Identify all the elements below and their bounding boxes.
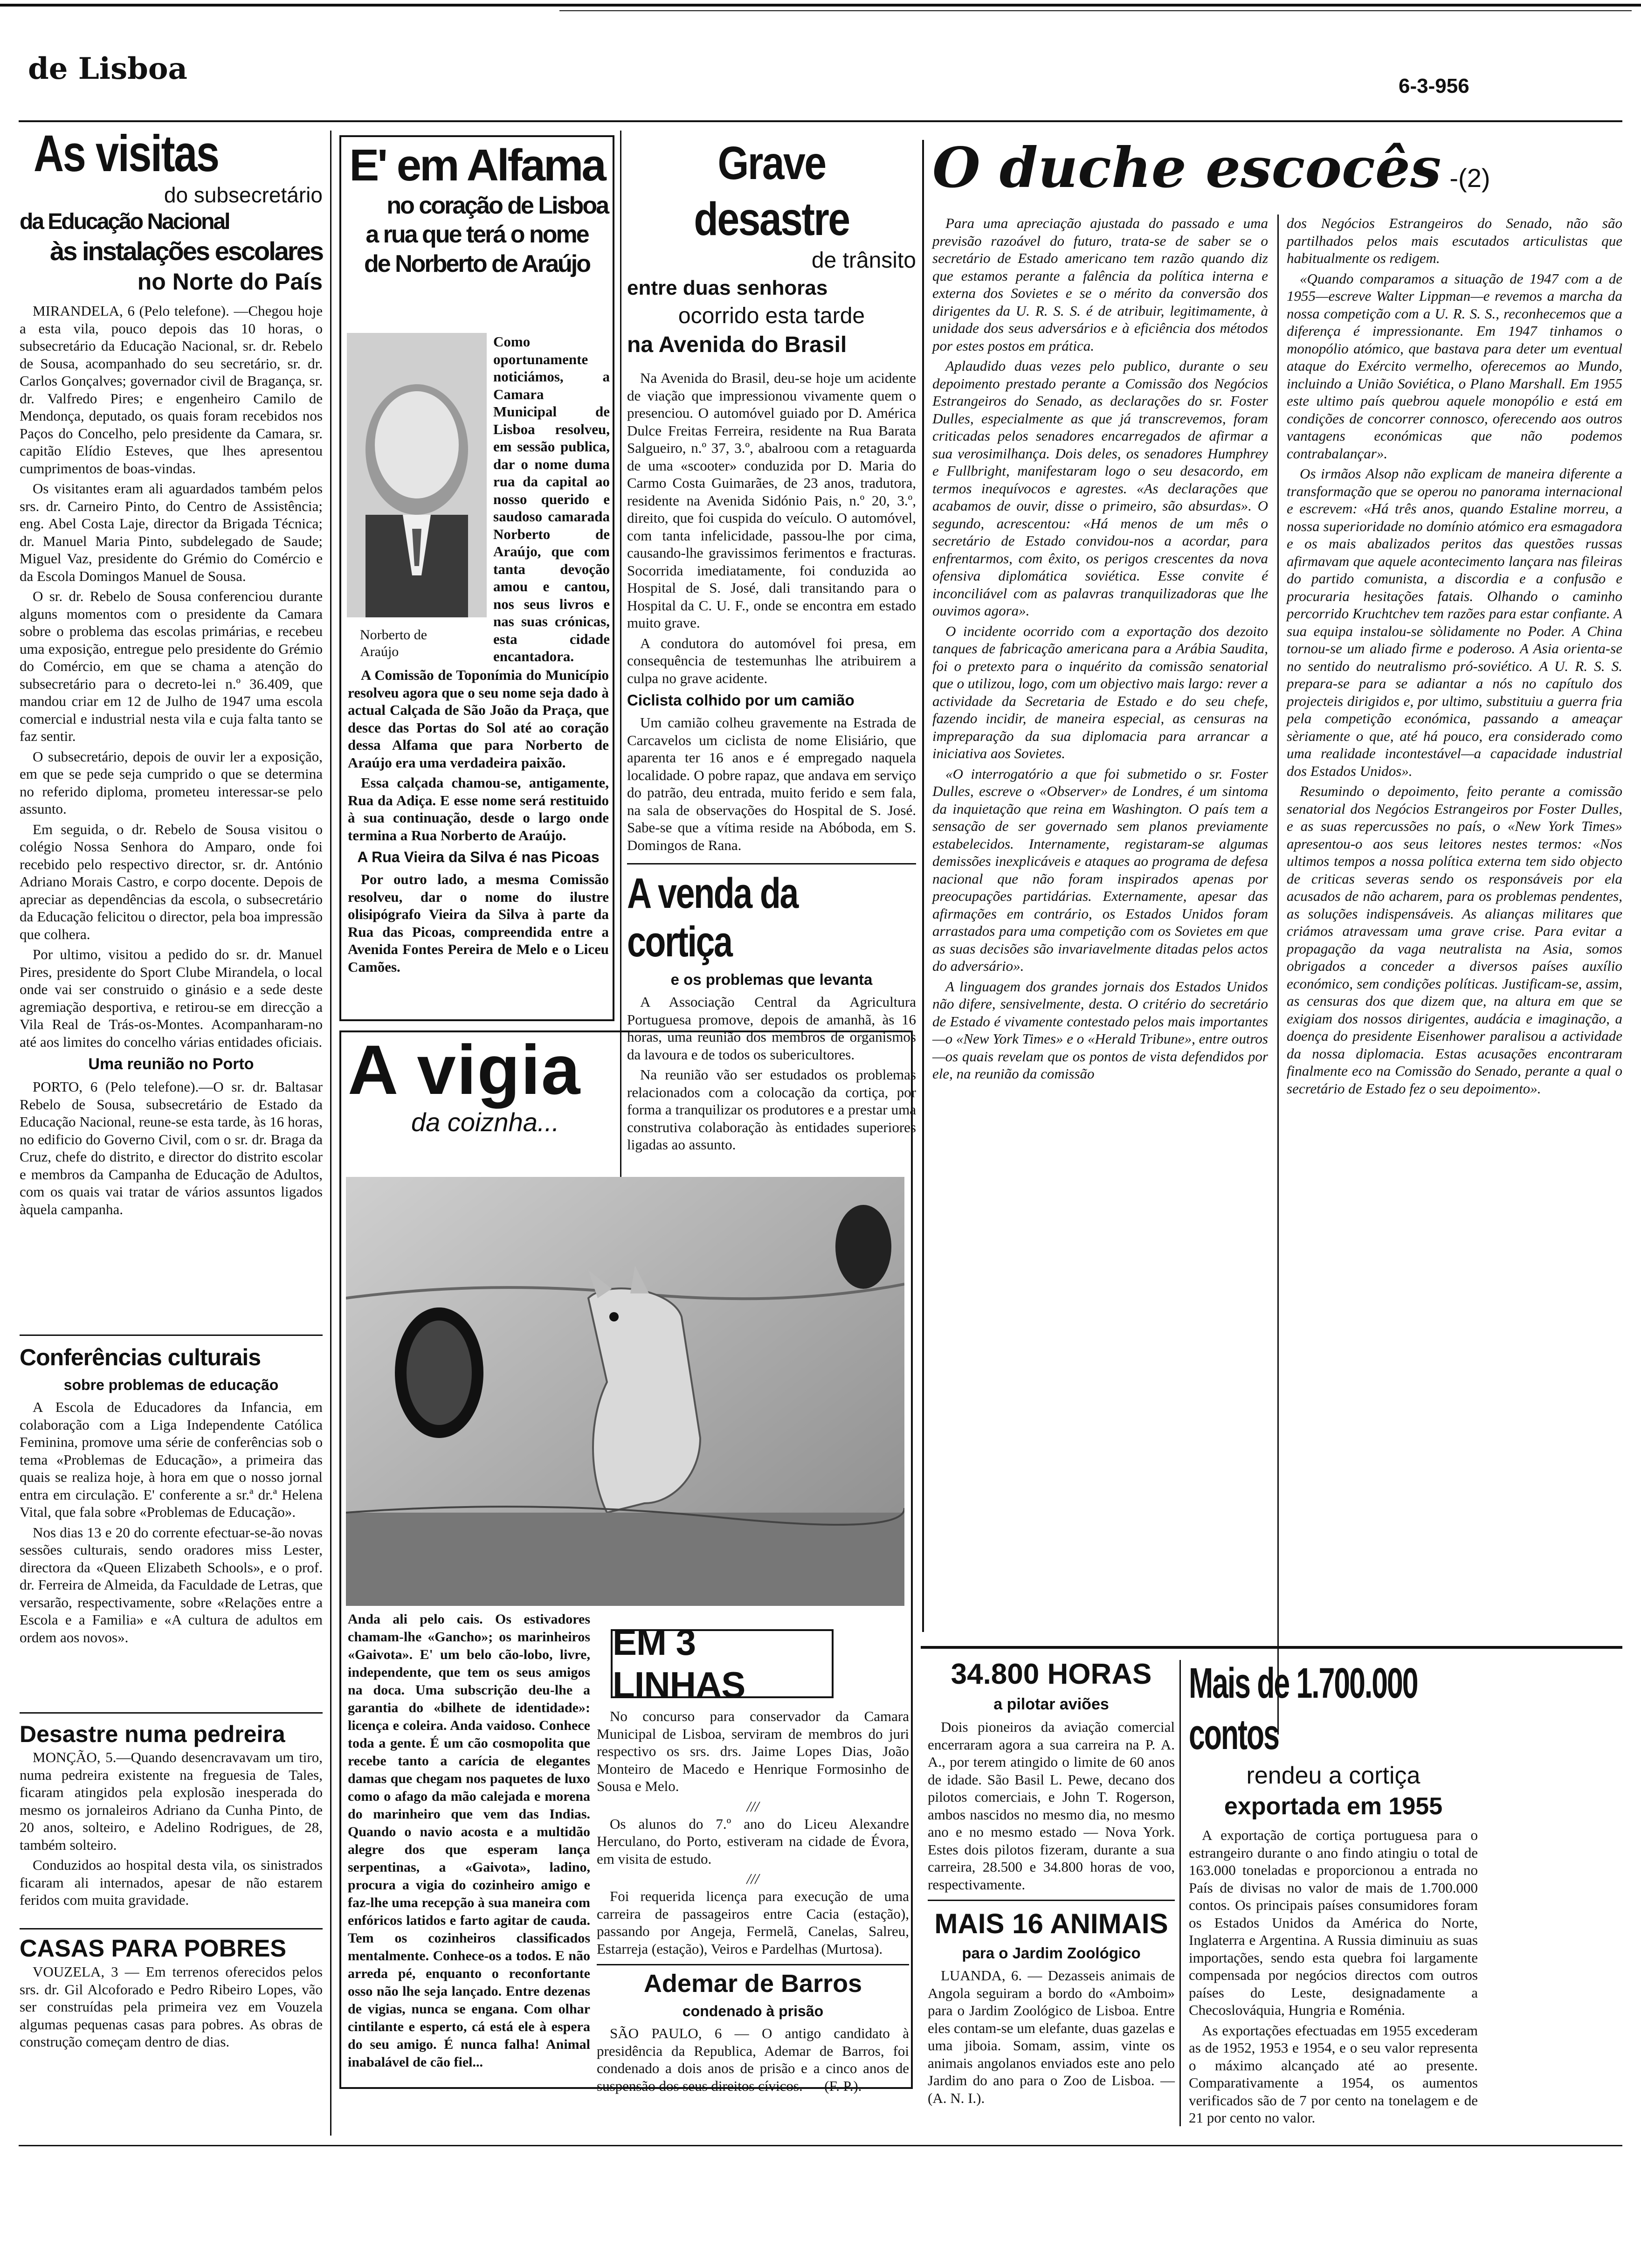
headline: As visitas [34,125,219,182]
header-rule [19,120,1622,122]
duche-column-b [1287,214,1622,1100]
paragraph: «Quando comparamos a situação de 1947 com a de 1955—escreve Walter Lippman—e revemos a marcha da nossa competição com a U. R. S. S., reconhecemos que a diferença é impressionante. Em 1947 tinhamos o monopólio atómico, que bastava para deter um eventual ataque do Exército vermelho, oferecemos ao Mundo, incluindo a União Soviética, o Plano Marshall. Em 1955 este ultimo país quebrou aquele monopólio e está em condições de concorrer connosco, oferecendo aos outros vantagens económicas que não podemos contrabalançar». [1287,270,1622,462]
paragraph: «O interrogatório a que foi submetido o sr. Foster Dulles, escreve o «Observer» de Londres, é um sintoma da inquietação que reina em Washington. O país tem a sensação de ser governado sem planos previamente estabelecidos. Internamente, registaram-se algumas demissões inexplicáveis e ataques ao programa de defesa nacional que não foram inspirados apenas por preocupações partidárias. Externamente, apesar das afirmações em contrário, os Estados Unidos foram arrastados para uma competição com os Sovietes em que as suas decisões são invariavelmente ditadas pelos actos do adversário». [932,765,1268,974]
article-divider [20,1335,323,1336]
article-divider [20,1712,323,1714]
article-grave-desastre [627,135,916,1156]
article-visitas [20,126,323,1221]
paragraph: MONÇÃO, 5.—Quando desencravavam um tiro, numa pedreira existente na freguesia de Tales, ficaram atingidos pela explosão inesperada do mesmo os jornaleiros Adriano da Cunha Pinto, de 20 anos, solteiro, e Adelino Rodrigues, de 28, também solteiro. [20,1749,323,1853]
article-em3linhas [597,1611,909,2097]
top-rule-thin [559,10,1632,11]
subheadline-2: entre duas senhoras [627,277,828,299]
paragraph: Nos dias 13 e 20 do corrente efectuar-se-ão novas sessões culturais, sendo oradores miss Lester, directora da «Queen Elizabeth Schools», e o prof. dr. Ferreira de Almeida, da Faculdade de Letras, que versarão, respectivamente, sobre «Relações entre a Escola e a Familia» e «A cultura de adultos em ordem aos novos». [20,1524,323,1646]
headline: Ademar de Barros [643,1970,862,1998]
portrait-illustration [347,333,487,617]
masthead: de Lisboa [28,51,187,86]
separator: /// [746,1798,759,1815]
paragraph: Por outro lado, a mesma Comissão resolveu, dar o nome do ilustre olisipógrafo Vieira da Silva à parte da Rua das Picoas, compreendida entre a Avenida Fontes Pereira de Melo e o Liceu Camões. [348,871,609,975]
paragraph: A condutora do automóvel foi presa, em consequência de testemunhas lhe atribuirem a culpa no grave acidente. [627,635,916,686]
subheadline-2: a rua que terá o nome [365,221,588,248]
paragraph: O sr. dr. Rebelo de Sousa conferenciou durante alguns momentos com o presidente da Camara sobre o problema das escolas primárias, e recebeu uma exposição, entregue pelo presidente do Grémio do Comércio, em que se chama a atenção do subsecretário para o decreto-lei n.º 36.409, que mandou criar em 12 de Julho de 1947 uma escola comercial e industrial nesta vila e cuja falta tanto se faz sentir. [20,588,323,744]
subheadline-3: ocorrido esta tarde [678,304,865,328]
headline: CASAS PARA POBRES [20,1935,287,1962]
paragraph: A Escola de Educadores da Infancia, em colaboração com a Liga Independente Católica Feminina, promove uma série de conferências sob o tema «Problemas de Educação», a primeira das quais se realiza hoje, à hora em que o nosso jornal entra em circulação. E' conferente a sr.ª dr.ª Helena Vital, que fala sobre «Problemas de Educação». [20,1399,323,1520]
paragraph: No concurso para conservador da Camara Municipal de Lisboa, serviram de membros do juri respectivo os srs. drs. Jaime Lopes Dias, João Monteiro de Macedo e Henrique Formosinho de Sousa e Melo. [597,1708,909,1794]
subhead: A Rua Vieira da Silva é nas Picoas [357,849,600,865]
subheadline: e os problemas que levanta [670,971,873,988]
alfama-body [348,666,609,978]
duche-column-rule [1277,214,1279,1735]
vigia-body [348,1611,590,2074]
column-rule-4 [1179,1660,1181,2126]
headline: MAIS 16 ANIMAIS [934,1908,1168,1939]
paragraph: Conduzidos ao hospital desta vila, os sinistrados ficaram ali internados, apesar de não estarem feridos com muita gravidade. [20,1857,323,1908]
paragraph: Dois pioneiros da aviação comercial encerraram agora a sua carreira na P. A. A., por terem atingido o limite de 60 anos de idade. São Basil L. Pewe, decano dos pilotos comerciais, e John T. Rogerson, ambos nascidos no mesmo dia, no mesmo ano e no mesmo estado — Nova York. Estes dois pilotos fizeram, durante a sua carreira, 28.500 e 34.800 horas de voo, respectivamente. [928,1719,1175,1893]
headline-row [932,135,1622,200]
article-duche [932,135,1622,1097]
subheadline: para o Jardim Zoológico [962,1944,1141,1962]
paragraph: A exportação de cortiça portuguesa para o estrangeiro durante o ano findo atingiu o total de 163.000 toneladas e proporcionou a entrada no País de divisas no valor de mais de 1.700.000 contos. Os principais países consumidores foram os Estados Unidos da América do Norte, Inglaterra e Argentina. A Russia diminuiu as suas importações, sendo esta quebra foi largamente compensada por negócios directos com outros países do Leste, designadamente a Checoslováquia, Hungria e Roménia. [1189,1827,1478,2018]
headline: E' em Alfama [349,140,605,190]
paragraph: A Associação Central da Agricultura Portuguesa promove, depois de amanhã, às 16 horas, uma reunião dos membros de organismos da lavoura e de todos os subericultores. [627,994,916,1063]
article-conferencias [20,1343,323,1649]
paragraph: Foi requerida licença para execução de uma carreira de passageiros entre Cacia (estação), passando por Angeja, Fermelã, Canelas, Salreu, Estarreja (estação), Veiros e Pardelhas (Murtosa). [597,1888,909,1957]
article-divider [20,1928,323,1929]
paragraph: O subsecretário, depois de ouvir ler a exposição, em que se pede seja cumprido o que se determina no referido diploma, prometeu interessar-se pelo assunto. [20,748,323,817]
headline: O duche escocês [932,135,1441,200]
subheadline-2: exportada em 1955 [1224,1793,1443,1820]
duche-column-a [932,214,1268,1086]
paragraph: Os irmãos Alsop não explicam de maneira diferente a transformação que se operou no panorama internacional e escrevem: «Há três anos, quando Estaline morreu, a nossa superioridade no domínio atómico era esmagadora e os mais abalizados peritos das questões russas afirmavam que aquele acontecimento lançara nas fileiras do partido comunista, a discordia e a confusão e procuraria hesitações fatais. Olhando o caminho percorrido Kruchtchev tem razões para estar confiante. A sua equipa instalou-se sòlidamente no Poder. A China tornou-se um aliado firme e poderoso. A Asia orienta-se no sentido do neutralismo pró-soviético. A U. R. S. S. prepara-se para se adiantar a nós no capítulo dos projecteis dirigidos e, por ultimo, substituiu a guerra fria pela competição económica, passando a ameaçar sèriamente o que, até há pouco, era considerado como uma realidade incontestável—a capacidade industrial dos Estados Unidos». [1287,465,1622,779]
bottom-rule [19,2145,1622,2146]
subheadline-1: de trânsito [811,248,916,273]
subheadline-2: da Educação Nacional [20,209,229,234]
paragraph: Por ultimo, visitou a pedido do sr. dr. Manuel Pires, presidente do Sport Clube Mirandela, o local onde vai ser construido o ginásio e a sede deste agremiação desportiva, e retirou-se em direcção a Vila Real de Trás-os-Montes. Acompanharam-no até aos limites do concelho várias entidades oficiais. [20,946,323,1050]
em3-title-box [611,1622,834,1705]
headline: 34.800 HORAS [951,1658,1152,1690]
headline: Grave desastre [694,137,849,245]
paragraph: Para uma apreciação ajustada do passado e uma previsão razoável do futuro, trata-se de saber se o secretário de Estado americano tem razão quando diz que estamos perante a falência da política interna e externa dos Sovietes e se o mérito da conversão dos dirigentes da U. R. S. S. é de atribuir, legitimamente, à unidade dos seus adversários e à eficiência dos métodos por estes postos em prática. [932,215,1268,354]
paragraph: MIRANDELA, 6 (Pelo telefone). —Chegou hoje a esta vila, pouco depois das 10 horas, o subsecretário da Educação Nacional, sr. dr. Rebelo de Sousa, acompanhado do seu secretário, sr. dr. Carlos Gonçalves; governador civil de Bragança, sr. dr. Valfredo Pires; e engenheiro Camilo de Mendonça, deputado, os quais foram recebidos nos Paços do Concelho, pelo presidente da Camara, sr. capitão Elídio Esteves, que lhes apresentou cumprimentos de boas-vindas. [20,303,323,477]
article-vigia-box [339,1030,913,2094]
paragraph: A Comissão de Toponímia do Município resolveu agora que o seu nome seja dado à actual Calçada de São João da Praça, que desce das Portas do Sol até ao coração dessa Alfama que para Norberto de Araújo era uma verdadeira paixão. [348,667,609,771]
subheadline-4: na Avenida do Brasil [627,332,847,357]
paragraph: Anda ali pelo cais. Os estivadores chamam-lhe «Gancho»; os marinheiros «Gaivota». E' um belo cão-lobo, livre, independente, que tem os seus amigos na doca. Uma subscrição deu-lhe a garantia do «bilhete de identidade»: licença e coleira. Anda vaidoso. Conhece toda a gente. É um cão cosmopolita que recebe tanto a carícia de elegantes damas que chegam nos paquetes de luxo como o afago da mão calejada e morena do marinheiro que vem das Indias. Quando o navio acosta e a multidão alegre dos que esperam lança serpentinas, a «Gaivota», ladino, procura a vigia do cozinheiro amigo e faz-lhe uma recepção à sua maneira com enfóricos latidos e farto agitar de cauda. Tem os cozinheiros classificados mentalmente. Conhece-os a todos. E não arreda pé, enquanto o reconfortante osso não lhe seja lançado. Entre dezenas de vigias, nunca se engana. Com olhar cintilante e esperto, cá está ele à espera do seu amigo. É nunca falha! Animal inabalável de cão fiel... [348,1611,590,2070]
subhead: Uma reunião no Porto [88,1055,254,1073]
headline: Conferências culturais [20,1344,261,1370]
headline-part: -(2) [1449,163,1490,193]
article-alfama-box [339,135,614,1021]
column-rule-1 [330,131,331,2136]
article-contos [1189,1658,1622,2130]
subheadline: a pilotar aviões [993,1695,1109,1713]
paragraph: Os alunos do 7.º ano do Liceu Alexandre Herculano, do Porto, estiveram na cidade de Évora, em visita de estudo. [597,1815,909,1867]
paragraph: PORTO, 6 (Pelo telefone).—O sr. dr. Baltasar Rebelo de Sousa, subsecretário de Estado da Educação Nacional, reune-se esta tarde, às 16 horas, no edificio do Governo Civil, com o sr. dr. Braga da Cruz, chefe do distrito, e director do distrito escolar e membros da Campanha de Educação de Adultos, com os quais vai tratar de vários assuntos ligados àquela campanha. [20,1079,323,1217]
paragraph: Em seguida, o dr. Rebelo de Sousa visitou o colégio Nossa Senhora do Amparo, onde foi recebido pelo respectivo director, sr. dr. António Adriano Morais Castro, e corpo docente. Depois de apreciar as dependências da escola, o subsecretário da Educação felicitou o director, pela boa impressão que colhera. [20,821,323,942]
subheadline-1: do subsecretário [164,183,323,207]
article-divider [627,863,916,864]
headline: Mais de 1.700.000 contos [1189,1660,1418,1758]
paragraph: Essa calçada chamou-se, antigamente, Rua da Adiça. E esse nome será restituido à sua continuação, desde o largo onde termina a Rua Norberto de Araújo. [348,774,609,844]
headline: A venda da cortiça [627,870,798,966]
section-divider [921,1646,1622,1649]
subheadline-3: de Norberto de Araújo [364,250,590,277]
subheadline: sobre problemas de educação [63,1376,279,1393]
top-rule [0,4,1641,7]
subhead: Ciclista colhido por um camião [627,691,855,709]
paragraph: VOUZELA, 3 — Em terrenos oferecidos pelos srs. dr. Gil Alcoforado e Pedro Ribeiro Lopes, vão ser construídas pela primeira vez em Vouzela algumas pequenas casas para pobres. As obras de construção começam dentro de dias. [20,1964,323,2050]
article-divider [928,1900,1175,1901]
paragraph: dos Negócios Estrangeiros do Senado, não são partilhados pelos mais escutados articulistas que habitualmente os redigem. [1287,215,1622,266]
portrait-caption: Norberto de Araújo [360,627,427,659]
portrait-photo [347,333,487,617]
headline: Desastre numa pedreira [20,1721,285,1747]
article-pedreira [20,1720,323,1912]
issue-date: 6-3-956 [1399,75,1469,97]
article-casas [20,1934,323,2054]
paragraph: LUANDA, 6. — Dezasseis animais de Angola seguiram a bordo do «Amboim» para o Jardim Zoológico de Lisboa. Entre eles contam-se um elefante, duas gazelas e uma jiboia. Somam, assim, vinte os animais angolanos enviados este ano pelo Jardim do ano para o Zoo de Lisboa. — (A. N. I.). [928,1967,1175,2106]
subheadline-1: no coração de Lisboa [386,192,608,219]
subheadline-3: às instalações escolares [50,236,323,266]
paragraph: A linguagem dos grandes jornais dos Estados Unidos não difere, sensivelmente, desta. O critério do secretário de Estado é vivamente contestado pelos mais importantes—o «New York Times» e o «Herald Tribune», entre outros—os quais revelam que os pontos de vista defendidos por ele, na reunião da comissão [932,978,1268,1082]
article-horas [928,1658,1175,2109]
paragraph: SÃO PAULO, 6 — O antigo candidato à presidência da Republica, Ademar de Barros, foi condenado a dois anos de prisão e a cinco anos de suspensão dos seus direitos cívicos. — (F. P.). [597,2025,909,2094]
paragraph: Resumindo o depoimento, feito perante a comissão senatorial dos Negócios Estrangeiros por Foster Dulles, e as suas repercussões no país, o «New York Times» apresentou-o aos seus leitores nestes termos: «Nos ultimos tempos a nossa política externa tem sido objecto de criticas severas sendo os responsáveis por ela acusados de não acharem, para os problemas pendentes, as soluções indispensáveis. As alianças militares que criámos atravessam uma grave crise. Para evitar a propagação da vaga neutralista na Asia, somos obrigados a conceder a diversos países auxílio económico, sem condições políticas. Justificam-se, assim, as censuras dos que dizem que, na altura em que se exigiam dos nossos dirigentes, audácia e imaginação, a doença do presidente Eisenhower paralisou a actividade da nossa diplomacia. Estas acusações encontraram finalmente eco na Comissão do Senado, perante a qual o secretário de Estado fez o seu depoimento». [1287,783,1622,1097]
subheadline: da coiznha... [411,1107,559,1137]
headline: A vigia [348,1030,581,1109]
dog-photo [346,1177,904,1606]
paragraph: Aplaudido duas vezes pelo publico, durante o seu depoimento prestado perante a Comissão dos Negócios Estrangeiros do Senado, as declarações do sr. Foster Dulles, especialmente as que já transcrevemos, foram criticadas pelos senadores encarregados de afirmar a sua verosimilhança. Dois deles, os senadores Humphrey e Fullbright, manifestaram logo o seu desacordo, em termos inequívocos e agrestes. «As declarações que acabamos de ouvir, disse o primeiro, são absurdas». O segundo, acrescentou: «Há menos de um mês o secretário de Estado convidou-nos a acordar, para enfrentarmos, com êxito, os perigos crescentes da nova ofensiva diplomática soviética. Esse convite é inconciliável com as palavras tranquilizadoras que lhe ouvimos agora». [932,358,1268,619]
paragraph: As exportações efectuadas em 1955 excederam as de 1952, 1953 e 1954, e o seu valor representa o máximo alcançado até ao presente. Comparativamente a 1954, os aumentos verificados são de 7 por cento na tonelagem e de 21 por cento no valor. [1189,2022,1478,2126]
paragraph: Na Avenida do Brasil, deu-se hoje um acidente de viação que impressionou vivamente quem o presenciou. O automóvel guiado por D. América Dulce Freitas Ferreira, residente na Rua Barata Salgueiro, n.º 37, 3.º, abalroou com a retaguarda de uma «scooter» conduzida por D. Maria do Carmo Costa Guimarães, de 23 anos, tradutora, residente na Avenida Sidónio Pais, n.º 20, 3.º, direito, que foi cuspida do veículo. O automóvel, com tanta infelicidade, passou-lhe por cima, causando-lhe gravissimos ferimentos e fracturas. Socorrida imediatamente, foi conduzida ao Hospital de S. José, dali transitando para o Hospital da C. U. F., onde se encontra em estado muito grave. [627,370,916,631]
paragraph: O incidente ocorrido com a exportação dos dezoito tanques de fabricação americana para a Arábia Saudita, foi o pretexto para o inquérito da comissão senatorial que o utilizou, logo, com um objectivo mais largo: rever a actividade da Secretaria de Estado e do seu chefe, fazendo incidir, de maneira especial, as censuras na impreparação da sua diplomacia para arrancar a iniciativa aos Sovietes. [932,622,1268,761]
side-paragraph: Como oportunamente noticiámos, a Camara Municipal de Lisboa resolveu, em sessão publica, dar o nome duma rua da capital ao nosso querido e saudoso camarada Norberto de Araújo, que com tanta devoção amou e cantou, nos seus livros e nas suas crónicas, esta cidade encantadora. [493,333,610,664]
paragraph: Os visitantes eram ali aguardados também pelos srs. dr. Carneiro Pinto, do Centro de Assistência; eng. Abel Costa Laje, director da Brigada Técnica; dr. Manuel Maria Pinto, subdelegado de Saude; Miguel Vaz, presidente do Grémio do Comércio e da Escola Domingos Manuel de Sousa. [20,480,323,584]
paragraph: Um camião colheu gravemente na Estrada de Carcavelos um ciclista de nome Elisiário, que aparenta ter 16 anos e é empregado naquela localidade. O pobre rapaz, que andava em serviço do patrão, deu entrada, muito ferido e sem fala, na sala de observações do Hospital de S. José. Sabe-se que a vítima reside na Abóboda, em S. Domingos de Rana. [627,714,916,853]
subheadline: condenado à prisão [682,2003,824,2019]
subheadline-1: rendeu a cortiça [1246,1762,1420,1789]
headline: EM 3 LINHAS [613,1622,745,1705]
subheadline-4: no Norte do País [137,269,323,295]
dog-photo-illustration [346,1177,904,1606]
separator: /// [746,1870,759,1887]
paragraph: Na reunião vão ser estudados os problemas relacionados com a colocação da cortiça, por forma a tranquilizar os produtores e a prestar uma construtiva colaboração às entidades superiores ligadas ao assunto. [627,1066,916,1153]
column-rule-3 [922,140,924,1632]
